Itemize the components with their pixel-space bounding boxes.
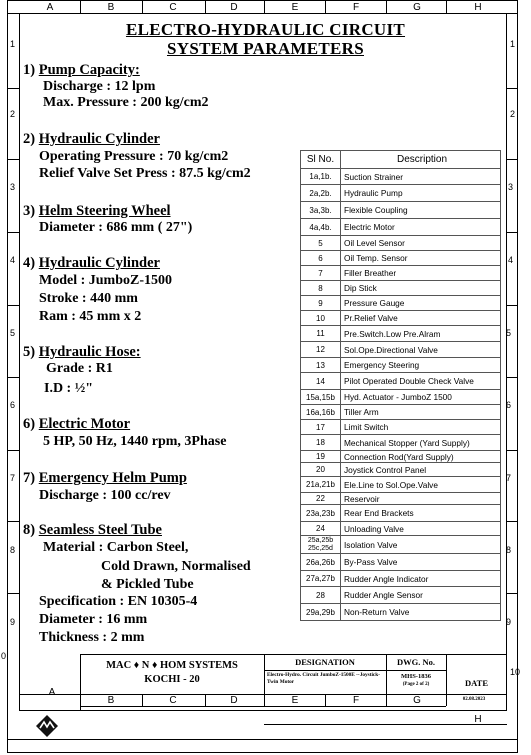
table-row xyxy=(301,185,501,202)
part-description: Suction Strainer xyxy=(341,169,501,185)
tube-material: Material : Carbon Steel, xyxy=(43,540,189,555)
designation-value: Electro-Hydro. Circuit JumboZ-1500E --Joystick-Twin Motor xyxy=(267,672,380,685)
part-number: 20 xyxy=(301,463,341,477)
tube-specification: Specification : EN 10305-4 xyxy=(39,594,198,609)
part-description: Joystick Control Panel xyxy=(341,463,501,477)
part-number: 18 xyxy=(301,435,341,451)
table-row xyxy=(301,505,501,522)
title-block-top-line xyxy=(80,654,507,655)
part-number: 2a,2b. xyxy=(301,185,341,202)
header-sl-no: Sl No. xyxy=(301,151,341,169)
table-row xyxy=(301,219,501,236)
part-description: Mechanical Stopper (Yard Supply) xyxy=(341,435,501,451)
section-seamless-steel-tube: 8) Seamless Steel Tube xyxy=(23,522,162,538)
part-description: Hydraulic Pump xyxy=(341,185,501,202)
hose-grade: Grade : R1 xyxy=(46,361,113,376)
part-number: 26a,26b xyxy=(301,554,341,571)
table-row xyxy=(301,571,501,587)
part-number: 5 xyxy=(301,236,341,251)
part-number: 8 xyxy=(301,281,341,296)
row-number-left-9: 9 xyxy=(10,617,16,627)
part-number: 9 xyxy=(301,296,341,311)
part-description: Tiller Arm xyxy=(341,405,501,420)
section-hydraulic-cylinder-1: 2) Hydraulic Cylinder xyxy=(23,131,160,147)
parts-table xyxy=(300,150,501,621)
cylinder-model: Model : JumboZ-1500 xyxy=(39,273,172,288)
section-electric-motor: 6) Electric Motor xyxy=(23,416,131,432)
part-number: 6 xyxy=(301,251,341,266)
table-row xyxy=(301,202,501,219)
page-title-line1: ELECTRO-HYDRAULIC CIRCUIT xyxy=(125,20,406,39)
company-city: KOCHI - 20 xyxy=(144,674,200,685)
table-row xyxy=(301,451,501,463)
bottom-column-c: C xyxy=(169,695,177,706)
part-description: Flexible Coupling xyxy=(341,202,501,219)
table-row xyxy=(301,587,501,604)
bottom-column-f: F xyxy=(352,695,360,706)
table-row xyxy=(301,342,501,358)
table-row xyxy=(301,493,501,505)
table-row xyxy=(301,281,501,296)
part-number: 7 xyxy=(301,266,341,281)
table-row xyxy=(301,390,501,405)
table-row xyxy=(301,358,501,373)
cylinder-ram: Ram : 45 mm x 2 xyxy=(39,309,142,324)
part-number: 13 xyxy=(301,358,341,373)
column-letter-g: G xyxy=(413,2,421,13)
company-name: MAC ♦ N ♦ HOM SYSTEMS xyxy=(106,660,238,671)
part-description: Emergency Steering xyxy=(341,358,501,373)
part-description: Non-Return Valve xyxy=(341,604,501,621)
section-hydraulic-cylinder-2: 4) Hydraulic Cylinder xyxy=(23,255,160,271)
section-helm-steering-wheel: 3) Helm Steering Wheel xyxy=(23,203,171,219)
bottom-column-d: D xyxy=(230,695,238,706)
part-number: 17 xyxy=(301,420,341,435)
row-number-right-6: 6 xyxy=(506,400,512,410)
helm-pump-discharge: Discharge : 100 cc/rev xyxy=(39,488,171,503)
date-label: DATE xyxy=(465,678,488,688)
bottom-column-b: B xyxy=(107,695,115,706)
section-hydraulic-hose: 5) Hydraulic Hose: xyxy=(23,344,141,360)
part-description: By-Pass Valve xyxy=(341,554,501,571)
row-number-left-6: 6 xyxy=(10,400,16,410)
pump-max-pressure: Max. Pressure : 200 kg/cm2 xyxy=(43,95,209,110)
row-number-left-4: 4 xyxy=(10,255,16,265)
tube-thickness: Thickness : 2 mm xyxy=(39,630,145,645)
tube-diameter: Diameter : 16 mm xyxy=(39,612,148,627)
part-description: Connection Rod(Yard Supply) xyxy=(341,451,501,463)
part-description: Electric Motor xyxy=(341,219,501,236)
pump-discharge: Discharge : 12 lpm xyxy=(43,79,156,94)
dwg-page: (Page 2 of 2) xyxy=(402,682,430,687)
table-row xyxy=(301,405,501,420)
part-description: Rudder Angle Indicator xyxy=(341,571,501,587)
row-number-right-2: 2 xyxy=(510,109,516,119)
part-number: 1a,1b. xyxy=(301,169,341,185)
row-number-right-3: 3 xyxy=(508,182,514,192)
table-row xyxy=(301,463,501,477)
table-row xyxy=(301,169,501,185)
row-number-left-8: 8 xyxy=(10,545,16,555)
relief-valve-pressure: Relief Valve Set Press : 87.5 kg/cm2 xyxy=(39,166,251,181)
part-description: Rear End Brackets xyxy=(341,505,501,522)
part-description: Oil Temp. Sensor xyxy=(341,251,501,266)
table-row xyxy=(301,296,501,311)
part-number: 15a,15b xyxy=(301,390,341,405)
part-number: 25a,25b 25c,25d xyxy=(301,536,341,554)
table-row xyxy=(301,266,501,281)
part-number: 29a,29b xyxy=(301,604,341,621)
table-row xyxy=(301,554,501,571)
part-number: 11 xyxy=(301,326,341,342)
column-letter-c: C xyxy=(169,2,177,13)
column-letter-b: B xyxy=(107,2,115,13)
motor-spec: 5 HP, 50 Hz, 1440 rpm, 3Phase xyxy=(43,434,227,449)
part-description: Sol.Ope.Directional Valve xyxy=(341,342,501,358)
table-row xyxy=(301,604,501,621)
table-row xyxy=(301,477,501,493)
part-description: Hyd. Actuator - JumboZ 1500 xyxy=(341,390,501,405)
date-value: 02.08.2023 xyxy=(462,697,486,702)
row-number-left-0: 0 xyxy=(1,651,7,661)
part-number: 21a,21b xyxy=(301,477,341,493)
row-number-left-3: 3 xyxy=(10,182,16,192)
row-number-right-10: 10 xyxy=(510,667,521,677)
column-letter-f: F xyxy=(352,2,360,13)
part-number: 19 xyxy=(301,451,341,463)
row-number-left-5: 5 xyxy=(10,328,16,338)
row-number-left-2: 2 xyxy=(10,109,16,119)
designation-label: DESIGNATION xyxy=(295,657,355,667)
column-letter-h: H xyxy=(474,2,482,13)
part-number: 24 xyxy=(301,522,341,536)
part-description: Unloading Valve xyxy=(341,522,501,536)
tube-material-process-2: & Pickled Tube xyxy=(101,577,194,592)
part-description: Pr.Relief Valve xyxy=(341,311,501,326)
part-number: 14 xyxy=(301,373,341,390)
dwg-number-label: DWG. No. xyxy=(396,657,435,667)
part-description: Isolation Valve xyxy=(341,536,501,554)
part-number: 16a,16b xyxy=(301,405,341,420)
part-number: 22 xyxy=(301,493,341,505)
part-number: 27a,27b xyxy=(301,571,341,587)
section-emergency-helm-pump: 7) Emergency Helm Pump xyxy=(23,470,187,486)
table-row xyxy=(301,435,501,451)
part-description: Reservoir xyxy=(341,493,501,505)
table-row xyxy=(301,326,501,342)
row-number-right-4: 4 xyxy=(508,255,514,265)
part-description: Pre.Switch.Low Pre.Alram xyxy=(341,326,501,342)
row-number-left-7: 7 xyxy=(10,473,16,483)
part-number: 28 xyxy=(301,587,341,604)
row-number-right-5: 5 xyxy=(506,328,512,338)
header-description: Description xyxy=(341,151,501,169)
part-number: 3a,3b. xyxy=(301,202,341,219)
row-number-right-9: 9 xyxy=(506,617,512,627)
part-number: 12 xyxy=(301,342,341,358)
part-description: Pressure Gauge xyxy=(341,296,501,311)
section-pump-capacity: 1) Pump Capacity: xyxy=(23,62,140,78)
part-description: Oil Level Sensor xyxy=(341,236,501,251)
table-row xyxy=(301,536,501,554)
dwg-number-value: MHS-1836 xyxy=(401,673,431,680)
table-row xyxy=(301,373,501,390)
parts-table-header xyxy=(301,151,501,169)
table-row xyxy=(301,420,501,435)
part-description: Ele.Line to Sol.Ope.Valve xyxy=(341,477,501,493)
bottom-column-h: H xyxy=(474,714,482,725)
helm-diameter: Diameter : 686 mm ( 27") xyxy=(39,220,193,235)
table-row xyxy=(301,236,501,251)
part-number: 10 xyxy=(301,311,341,326)
part-description: Rudder Angle Sensor xyxy=(341,587,501,604)
cylinder-operating-pressure: Operating Pressure : 70 kg/cm2 xyxy=(39,149,229,164)
tube-material-process-1: Cold Drawn, Normalised xyxy=(101,559,251,574)
hose-id: I.D : ½" xyxy=(44,381,93,396)
part-description: Filler Breather xyxy=(341,266,501,281)
row-number-right-8: 8 xyxy=(506,545,512,555)
part-description: Limit Switch xyxy=(341,420,501,435)
column-letter-e: E xyxy=(291,2,299,13)
table-row xyxy=(301,522,501,536)
part-description: Dip Stick xyxy=(341,281,501,296)
table-row xyxy=(301,311,501,326)
part-number: 4a,4b. xyxy=(301,219,341,236)
row-number-right-1: 1 xyxy=(510,39,516,49)
cylinder-stroke: Stroke : 440 mm xyxy=(39,291,138,306)
column-letter-d: D xyxy=(230,2,238,13)
company-logo-diamond-icon xyxy=(35,714,59,738)
part-description: Pilot Operated Double Check Valve xyxy=(341,373,501,390)
row-number-left-1: 1 xyxy=(10,39,16,49)
bottom-column-g: G xyxy=(413,695,421,706)
column-letter-a: A xyxy=(46,2,54,13)
bottom-column-a: A xyxy=(48,687,56,698)
row-number-right-7: 7 xyxy=(506,473,512,483)
table-row xyxy=(301,251,501,266)
part-number: 23a,23b xyxy=(301,505,341,522)
page-title-line2: SYSTEM PARAMETERS xyxy=(166,39,364,58)
bottom-column-e: E xyxy=(291,695,299,706)
